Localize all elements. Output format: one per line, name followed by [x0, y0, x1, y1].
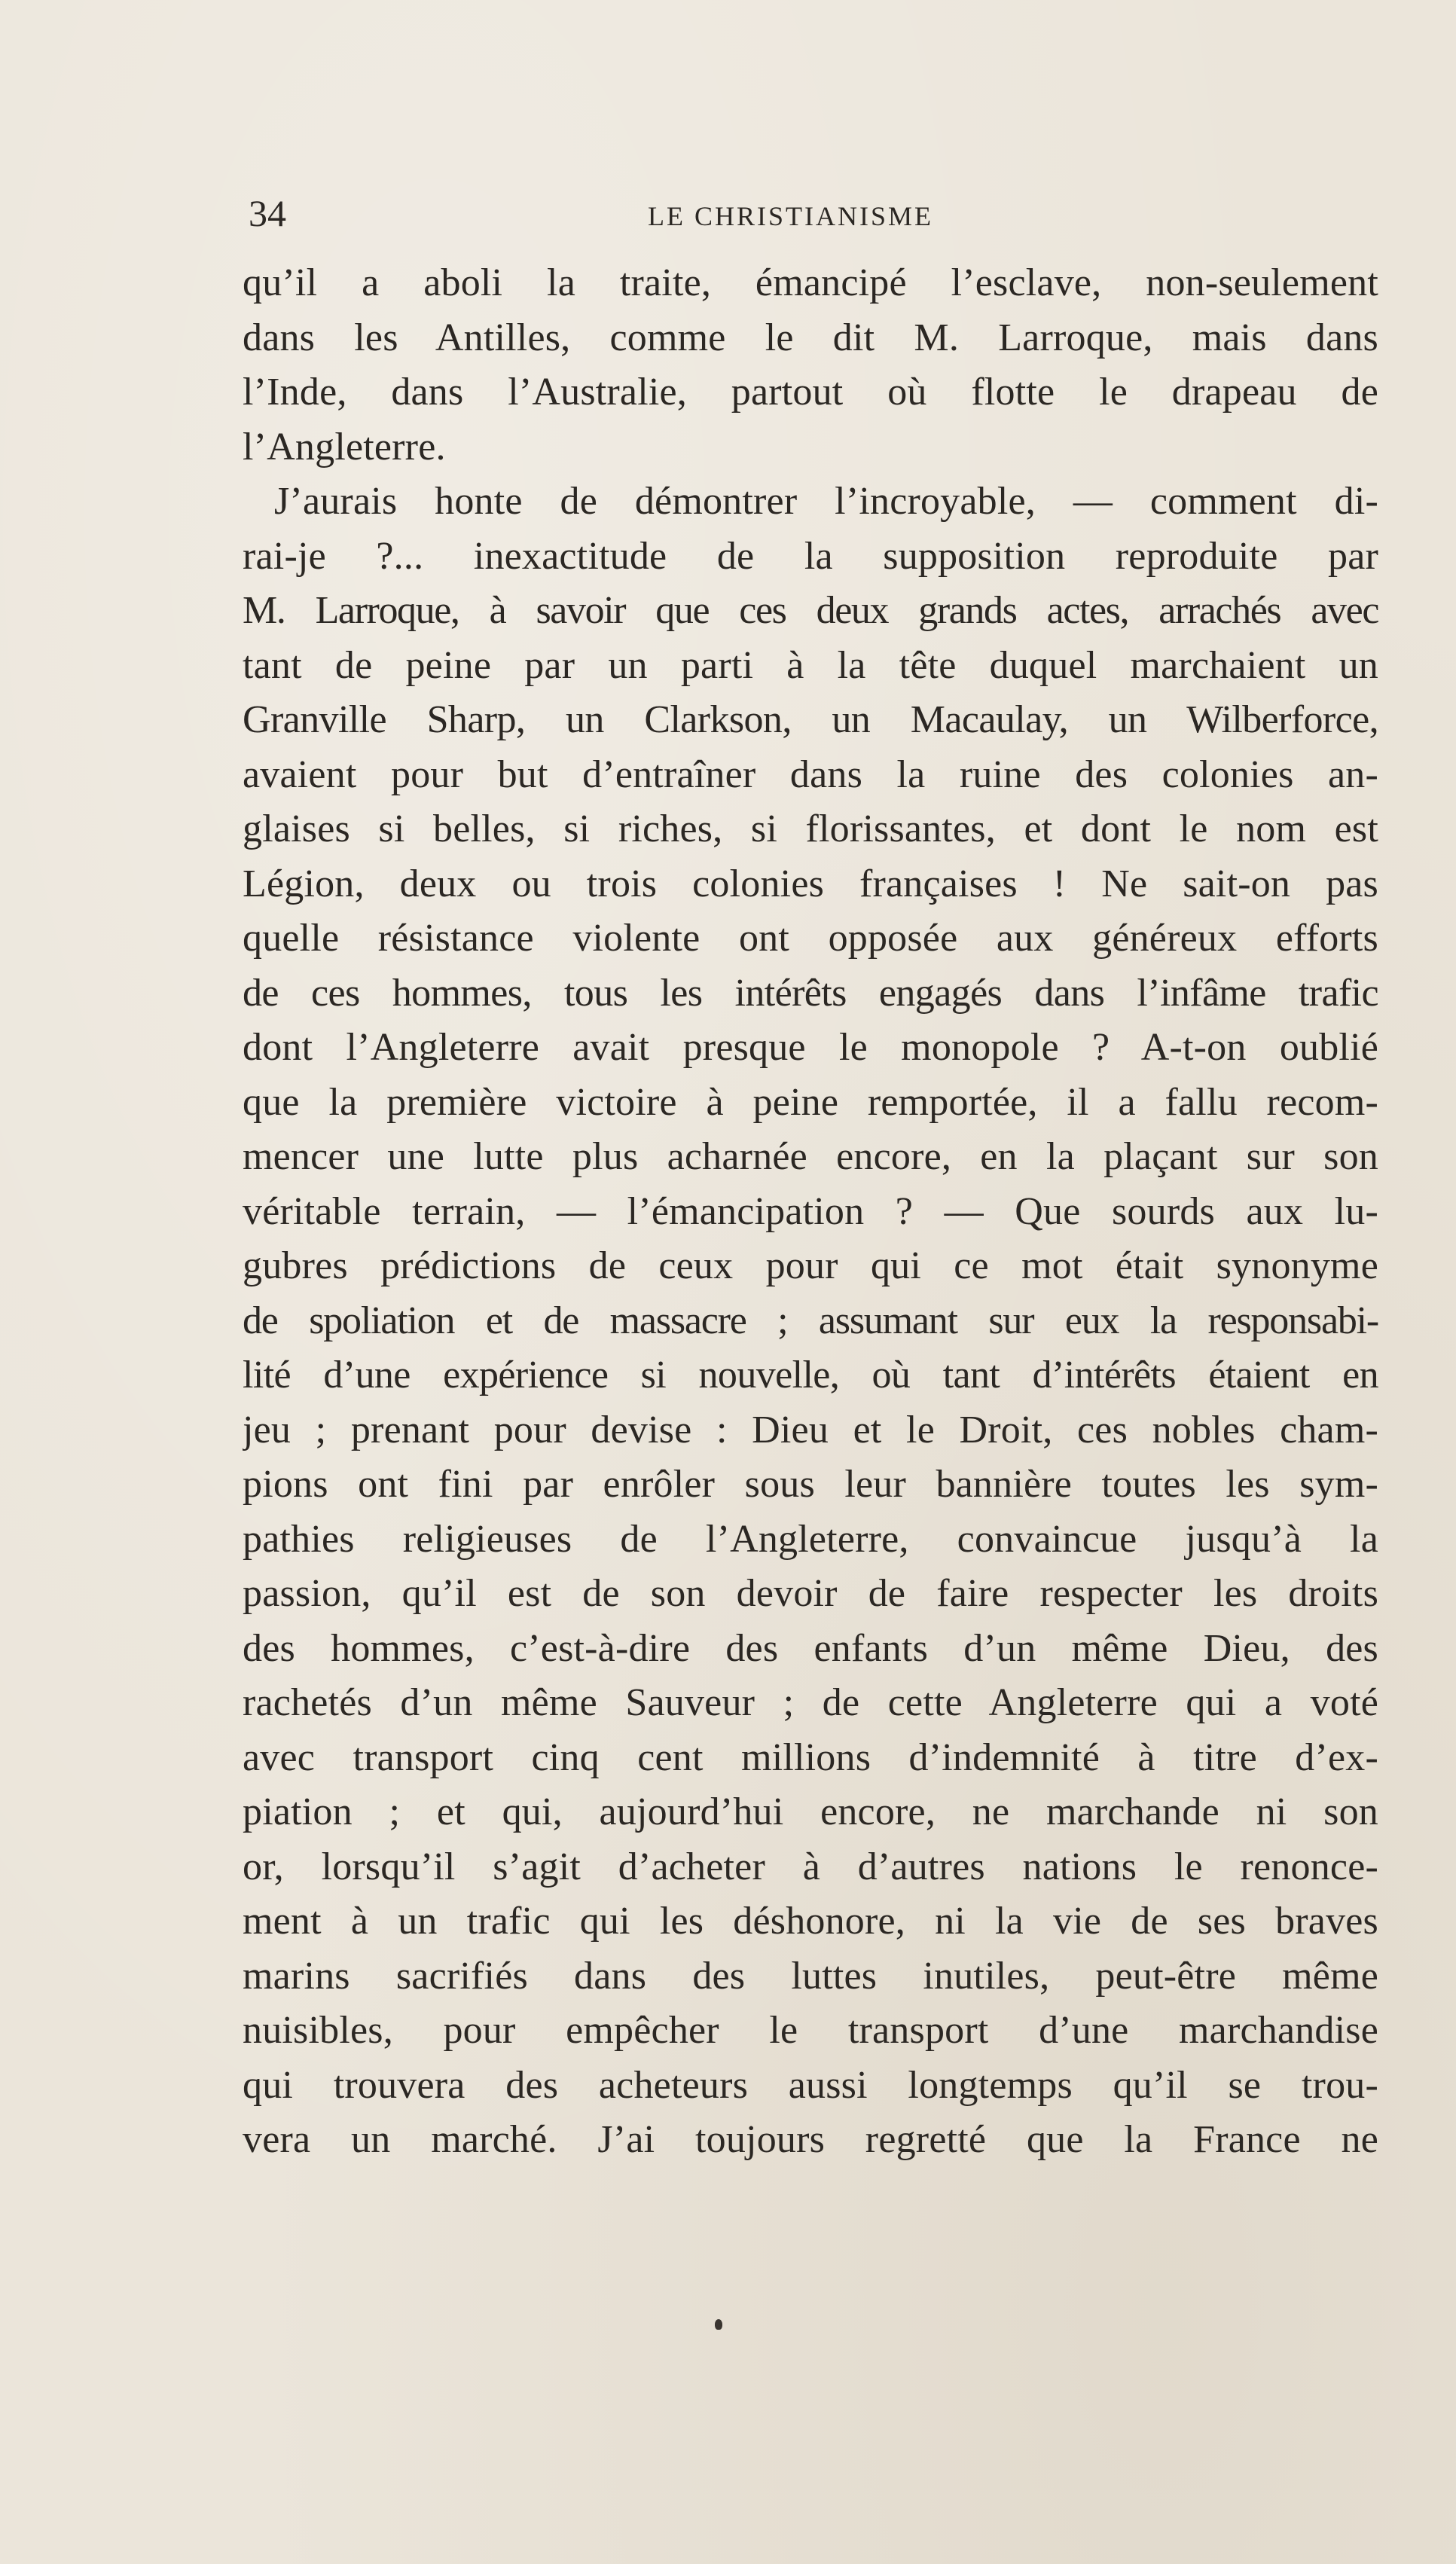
text-line: vera un marché. J’ai toujours regretté que la France ne: [243, 2118, 1378, 2161]
text-line: l’Inde, dans l’Australie, partout où flotte le drapeau de: [243, 371, 1378, 414]
text-line: qui trouvera des acheteurs aussi longtemps qu’il se trou-: [243, 2063, 1378, 2107]
text-line: de spoliation et de massacre ; assumant sur eux la responsabi-: [243, 1299, 1378, 1342]
ink-speck: [715, 2319, 722, 2330]
text-line: véritable terrain, — l’émancipation ? — Que sourds aux lu-: [243, 1189, 1378, 1233]
text-line: gubres prédictions de ceux pour qui ce mot était synonyme: [243, 1244, 1378, 1287]
text-line: Légion, deux ou trois colonies françaises ! Ne sait-on pas: [243, 862, 1378, 905]
text-line: ment à un trafic qui les déshonore, ni la vie de ses braves: [243, 1900, 1378, 1943]
running-head: [249, 187, 1378, 240]
text-line: Granville Sharp, un Clarkson, un Macaulay, un Wilberforce,: [243, 698, 1378, 741]
body-text: [243, 256, 1378, 2168]
text-line: avec transport cinq cent millions d’indemnité à titre d’ex-: [243, 1735, 1378, 1779]
text-line: dans les Antilles, comme le dit M. Larroque, mais dans: [243, 316, 1378, 359]
text-line: des hommes, c’est-à-dire des enfants d’un même Dieu, des: [243, 1626, 1378, 1670]
text-line: rai-je ?... inexactitude de la supposition reproduite par: [243, 534, 1378, 578]
text-line: glaises si belles, si riches, si florissantes, et dont le nom est: [243, 807, 1378, 850]
text-line: rachetés d’un même Sauveur ; de cette Angleterre qui a voté: [243, 1681, 1378, 1724]
text-line: or, lorsqu’il s’agit d’acheter à d’autres nations le renonce-: [243, 1845, 1378, 1888]
text-line: que la première victoire à peine remportée, il a fallu recom-: [243, 1080, 1378, 1124]
text-line: M. Larroque, à savoir que ces deux grands actes, arrachés avec: [243, 589, 1378, 632]
text-line: pions ont fini par enrôler sous leur bannière toutes les sym-: [243, 1463, 1378, 1506]
text-line: avaient pour but d’entraîner dans la ruine des colonies an-: [243, 752, 1378, 796]
running-title: LE CHRISTIANISME: [648, 201, 933, 231]
text-line: pathies religieuses de l’Angleterre, convaincue jusqu’à la: [243, 1517, 1378, 1561]
text-line: mencer une lutte plus acharnée encore, en la plaçant sur son: [243, 1135, 1378, 1178]
text-line: lité d’une expérience si nouvelle, où tant d’intérêts étaient en: [243, 1354, 1378, 1396]
page-number: 34: [249, 192, 286, 234]
text-line: dont l’Angleterre avait presque le monopole ? A-t-on oublié: [243, 1026, 1378, 1069]
text-line: passion, qu’il est de son devoir de faire respecter les droits: [243, 1572, 1378, 1615]
text-line: l’Angleterre.: [243, 425, 446, 469]
text-line: quelle résistance violente ont opposée aux généreux efforts: [243, 917, 1378, 960]
text-line: jeu ; prenant pour devise : Dieu et le Droit, ces nobles cham-: [243, 1408, 1378, 1451]
text-line: de ces hommes, tous les intérêts engagés dans l’infâme trafic: [243, 971, 1378, 1015]
text-line: marins sacrifiés dans des luttes inutiles, peut-être même: [243, 1954, 1378, 1998]
text-line: piation ; et qui, aujourd’hui encore, ne marchande ni son: [243, 1790, 1378, 1833]
text-line: tant de peine par un parti à la tête duquel marchaient un: [243, 643, 1378, 687]
text-line: J’aurais honte de démontrer l’incroyable, — comment di-: [274, 480, 1378, 523]
text-line: nuisibles, pour empêcher le transport d’une marchandise: [243, 2009, 1378, 2052]
text-line: qu’il a aboli la traite, émancipé l’esclave, non-seulement: [243, 261, 1378, 304]
